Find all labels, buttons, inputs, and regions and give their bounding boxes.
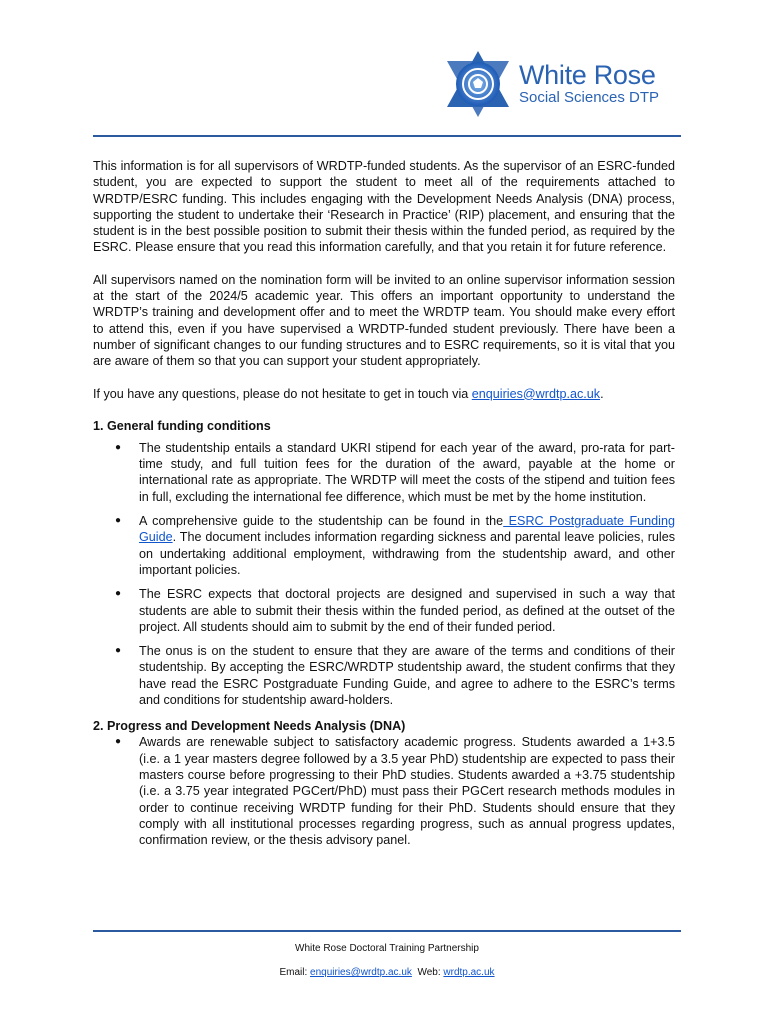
- intro-paragraph: This information is for all supervisors of WRDTP-funded students. As the supervisor of an ESRC-funded student, you are expected to support the student to meet all of the requirements attached to WRDTP/ESRC funding. This includes engaging with the Development Needs Analysis (DNA) process, supporting the student to undertake their ‘Research in Practice’ (RIP) placement, and ensuring that the student is in the best possible position to submit their thesis within the funded period, as required by the ESRC. Please ensure that you read this information carefully, and that you retain it for future reference.: [93, 159, 675, 255]
- funding-guide-link[interactable]: ESRC Postgraduate Funding Guide: [139, 514, 675, 545]
- footer-contact: [93, 967, 681, 978]
- list-item: [93, 513, 675, 578]
- footer-web-label: Web:: [411, 967, 444, 978]
- footer-divider: [93, 930, 681, 932]
- section-2-list: [93, 734, 675, 848]
- header-divider: [93, 135, 681, 137]
- bullet-text: A comprehensive guide to the studentship can be found in the: [139, 514, 504, 529]
- footer-email-label: Email:: [279, 967, 311, 978]
- section-1-list: [93, 440, 675, 708]
- section-1-heading: 1. General funding conditions: [93, 418, 271, 433]
- contact-text: If you have any questions, please do not hesitate to get in touch via: [93, 386, 472, 401]
- footer-org: White Rose Doctoral Training Partnership: [295, 943, 479, 954]
- logo-subtitle: Social Sciences DTP: [519, 89, 660, 106]
- list-item: ● The onus is on the student to ensure that they are aware of the terms and conditions of their studentship. By accepting the ESRC/WRDTP studentship award, the student confirms that they have read the ESRC Postgraduate Funding Guide, and agree to adhere to the ESRC’s terms and conditions for studentship award-holders.: [93, 643, 675, 708]
- session-paragraph: All supervisors named on the nomination form will be invited to an online supervisor information session at the start of the 2024/5 academic year. This offers an important opportunity to understand the WRDTP’s training and development offer and to meet the WRDTP team. You should make every effort to attend this, even if you have supervised a WRDTP-funded student previously. There have been a number of significant changes to our funding structures and to ESRC requirements, so it is vital that you are aware of them so that you can support your student appropriately.: [93, 272, 675, 369]
- white-rose-logo: [443, 48, 681, 120]
- contact-email-link[interactable]: enquiries@wrdtp.ac.uk: [471, 386, 601, 401]
- bullet-text: . The document includes information regarding sickness and parental leave policies, rules on undertaking additional employment, withdrawing from the studentship award, and other important policies.: [139, 530, 675, 577]
- rose-emblem-icon: [443, 49, 513, 119]
- list-item: ● The studentship entails a standard UKRI stipend for each year of the award, pro-rata for part-time study, and full tuition fees for the duration of the award, payable at the home or international rate as appropriate. The WRDTP will meet the costs of the stipend and tuition fees in full, excluding the international fee difference, which must be met by the home institution.: [93, 440, 675, 505]
- section-2-heading: 2. Progress and Development Needs Analysis (DNA): [93, 719, 406, 734]
- footer-email-link[interactable]: enquiries@wrdtp.ac.uk: [310, 967, 412, 978]
- contact-suffix: .: [600, 386, 604, 401]
- document-body: [93, 158, 675, 858]
- list-item: ● Awards are renewable subject to satisfactory academic progress. Students awarded a 1+3.5 (i.e. a 1 year masters degree followed by a 3.5 year PhD) studentship are expected to pass their masters course before progressing to their PhD studies. Students awarded a +3.75 studentship (i.e. a 3.75 year integrated PGCert/PhD) must pass their PGCert research methods modules in order to continue receiving WRDTP funding for their PhD. Students should ensure that they comply with all institutional processes regarding progress, such as annual progress updates, confirmation review, or the thesis advisory panel.: [93, 734, 675, 848]
- logo-title: White Rose: [519, 60, 656, 90]
- contact-paragraph: [93, 386, 675, 402]
- list-item: ● The ESRC expects that doctoral projects are designed and supervised in such a way that students are able to submit their thesis within the funded period, as defined at the outset of the project. All students should aim to submit by the end of their funded period.: [93, 586, 675, 635]
- footer-web-link[interactable]: wrdtp.ac.uk: [443, 967, 495, 978]
